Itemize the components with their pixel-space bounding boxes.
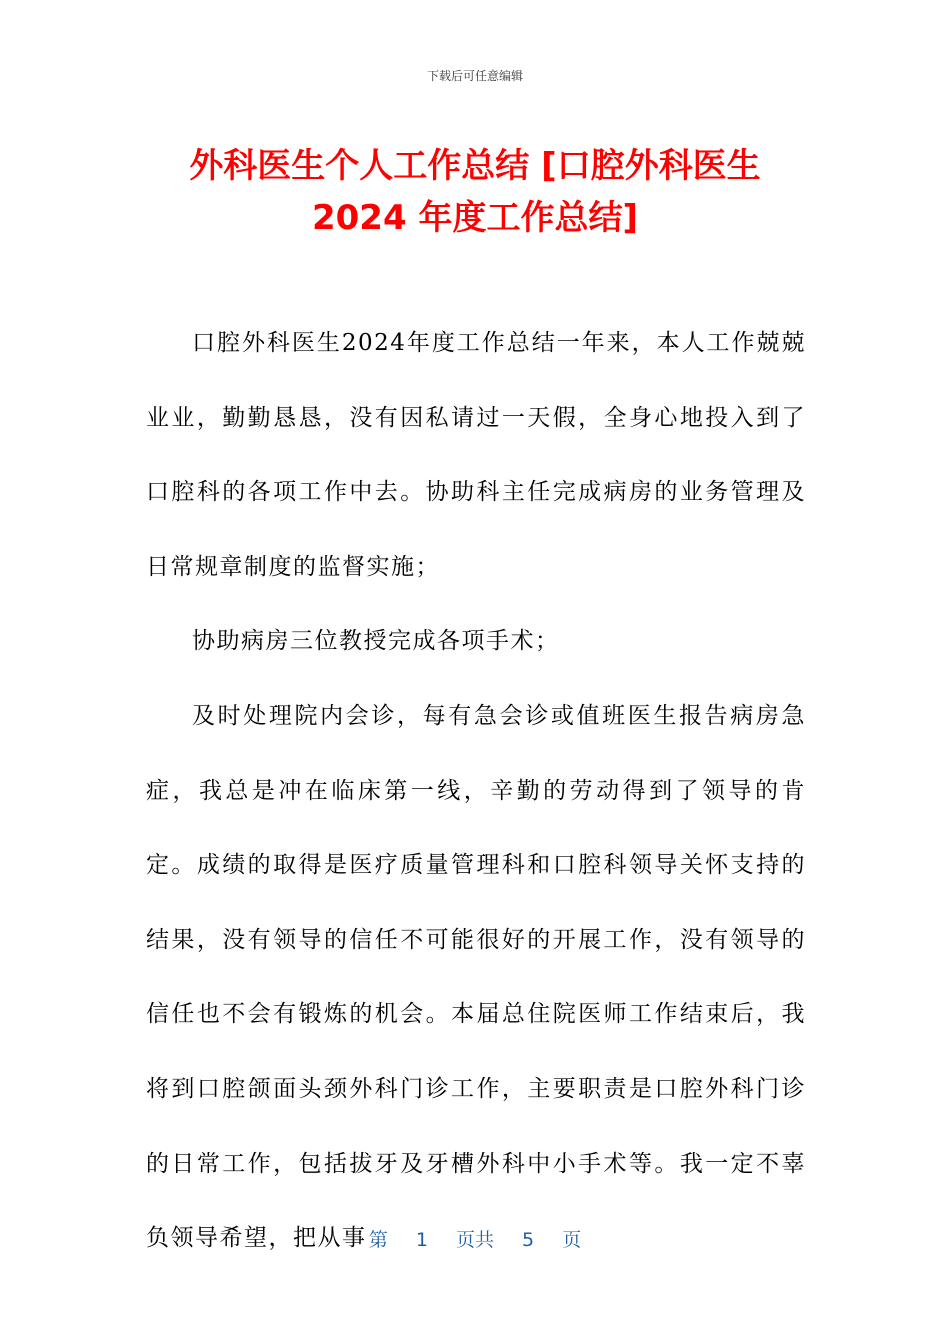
paragraph: 口腔外科医生2024年度工作总结一年来，本人工作兢兢业业，勤勤恳恳，没有因私请过一天假，全身心地投入到了口腔科的各项工作中去。协助科主任完成病房的业务管理及日常规章制度的监督实施； bbox=[146, 330, 806, 580]
footer-prefix: 第 bbox=[368, 1229, 388, 1251]
footer-suffix: 页 bbox=[562, 1229, 582, 1251]
footer-middle: 页共 bbox=[455, 1229, 494, 1251]
document-title: 外科医生个人工作总结 [口腔外科医生 2024 年度工作总结] bbox=[189, 146, 761, 238]
current-page-number: 1 bbox=[415, 1229, 428, 1251]
page-footer bbox=[0, 1225, 950, 1252]
paragraph: 及时处理院内会诊，每有急会诊或值班医生报告病房急症，我总是冲在临床第一线，辛勤的劳动得到了领导的肯定。成绩的取得是医疗质量管理科和口腔科领导关怀支持的结果，没有领导的信任不可能很好的开展工作，没有领导的信任也不会有锻炼的机会。本届总住院医师工作结束后，我将到口腔颌面头颈外科门诊工作，主要职责是口腔外科门诊的日常工作，包括拔牙及牙槽外科中小手术等。我一定不辜负领导希望，把从事 bbox=[146, 702, 806, 1252]
document-body bbox=[146, 306, 806, 1276]
total-page-count: 5 bbox=[522, 1229, 535, 1251]
paragraph: 协助病房三位教授完成各项手术； bbox=[192, 628, 560, 655]
header-note: 下载后可任意编辑 bbox=[426, 69, 523, 83]
